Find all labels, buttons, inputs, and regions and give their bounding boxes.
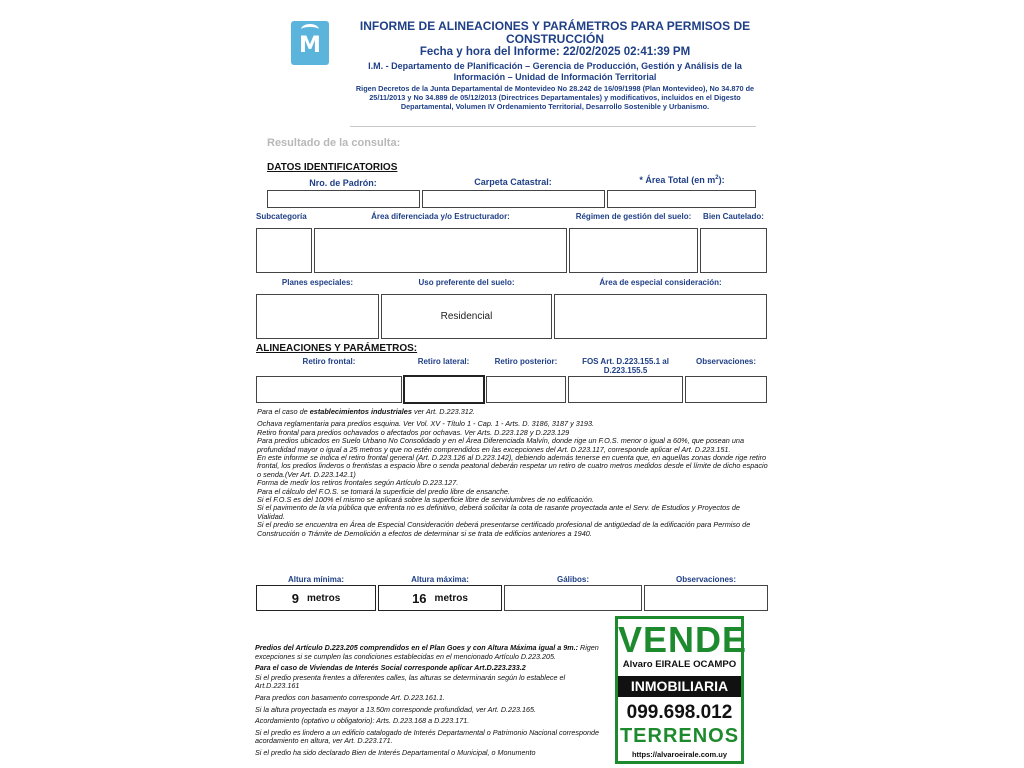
note-line: Si el pavimento de la vía pública que enfrenta no es definitivo, deberá solicitar la cota de rasante proyectada ante el Serv. de Estudios y Proyectos de Vialidad. [257, 503, 740, 521]
industrial-note: Para el caso de establecimientos industriales ver Art. D.223.312. [257, 407, 475, 416]
fos-field [568, 376, 683, 403]
report-department: I.M. - Departamento de Planificación – Gerencia de Producción, Gestión y Análisis de la Información – Unidad de Información Territorial [368, 61, 742, 82]
retiro-frontal-label: Retiro frontal: [302, 357, 356, 366]
bottom-note-line: Si el predio es lindero a un edificio catalogado de Interés Departamental o Patrimonio Nacional corresponde acordamiento en altura, ver Art. D.223.171. [255, 727, 600, 746]
altura-minima-unit: metros [306, 592, 341, 604]
goes-note: Predios del Artículo D.223.205 comprendidos en el Plan Goes y con Altura Máxima igual a 9m.: Rigen excepciones si se cumplen las condiciones establecidas en el mencionado Artículo D.223.205. [255, 643, 599, 661]
altura-maxima-unit: metros [434, 592, 468, 604]
subcategoria-field [256, 228, 312, 273]
galibos-label: Gálibos: [556, 575, 589, 584]
area-total-field [607, 190, 756, 208]
carpeta-field [422, 190, 605, 208]
area-total-label: * Área Total (en $m^2$): [639, 175, 725, 185]
fos-label: FOS Art. D.223.155.1 al D.223.155.5 [582, 357, 669, 375]
area-diferenciada-field [314, 228, 567, 273]
padron-field [267, 190, 420, 208]
report-decrees: Rigen Decretos de la Junta Departamental de Montevideo No 28.242 de 16/09/1998 (Plan Montevideo), No 34.870 de 25/11/2013 y No 34.889 de 05/12/2013 (Directrices Departamentales) y modificativos, incluidos en el Digesto Departamental, Volumen IV Ordenamiento Territorial, Desarrollo Sostenible y Urbanismo. [355, 84, 755, 111]
altura-minima-label: Altura mínima: [287, 575, 344, 584]
note-line: Retiro frontal para predios ochavados o afectados por ochavas. Ver Arts. D.223.128 y D.223.129 [257, 427, 570, 437]
bottom-note-line: Acordamiento (optativo u obligatorio): Arts. D.223.168 a D.223.171. [255, 716, 470, 726]
planes-field [256, 294, 379, 339]
ad-terrenos: TERRENOS [619, 725, 740, 747]
result-label: Resultado de la consulta: [267, 137, 401, 149]
bottom-notes [255, 644, 610, 761]
regimen-field [569, 228, 698, 273]
note-line: Para predios ubicados en Suelo Urbano No Consolidado y en el Área Diferenciada Malvín, donde rige un F.O.S. menor o igual a 60%, que posean una profundidad mayor o igual a 25 metros y que no estén comprendidos en las excepciones del Art. D.223.117, corresponde aplicar el Art. D.223.151. [257, 436, 745, 454]
notes-block [257, 408, 769, 538]
note-line: Para el cálculo del F.O.S. se tomará la superficie del predio libre de ensanche. [257, 486, 510, 496]
observaciones-label: Observaciones: [695, 357, 757, 366]
especial-label: Área de especial consideración: [599, 278, 722, 287]
bien-cautelado-field [700, 228, 767, 273]
report-title: INFORME DE ALINEACIONES Y PARÁMETROS PARA PERMISOS DE CONSTRUCCIÓN [359, 19, 751, 46]
retiro-lateral-label: Retiro lateral: [417, 357, 470, 366]
altura-maxima-value: 16 [412, 590, 427, 606]
retiro-lateral-field [403, 375, 485, 404]
alineaciones-section-title: ALINEACIONES Y PARÁMETROS: [256, 343, 418, 354]
report-datetime: Fecha y hora del Informe: 22/02/2025 02:41:39 PM [419, 46, 691, 58]
observaciones-field [685, 376, 767, 403]
bottom-note-line: Para predios con basamento corresponde Art. D.223.161.1. [255, 692, 445, 702]
galibos-field [504, 585, 642, 611]
bien-cautelado-label: Bien Cautelado: [703, 212, 764, 221]
ad-name: Alvaro EIRALE OCAMPO [622, 659, 737, 670]
retiro-posterior-label: Retiro posterior: [494, 357, 558, 366]
altura-maxima-label: Altura máxima: [411, 575, 469, 584]
altura-minima-value: 9 [291, 590, 299, 606]
bottom-note-line: Si el predio ha sido declarado Bien de Interés Departamental o Municipal, o Monumento [255, 747, 536, 757]
planes-label: Planes especiales: [281, 278, 354, 287]
datos-section-title: DATOS IDENTIFICATORIOS [267, 162, 398, 173]
note-line: Si el predio se encuentra en Área de Especial Consideración deberá presentarse certificado profesional de antigüedad de la edificación para Permiso de Construcción o Trámite de Demolición a efectos de determinar si se trata de edificios anteriores a 1940. [257, 520, 751, 538]
especial-field [554, 294, 767, 339]
ad-vende: VENDE [618, 619, 748, 660]
ad-url: https://alvaroeirale.com.uy [631, 750, 728, 759]
bottom-note-line: Si la altura proyectada es mayor a 13.50m corresponde profundidad, ver Art. D.223.165. [255, 704, 537, 714]
alturas-observaciones-field [644, 585, 768, 611]
altura-minima-field [256, 585, 376, 611]
alturas-observaciones-label: Observaciones: [675, 575, 737, 584]
uso-field: Residencial [381, 294, 552, 339]
altura-maxima-field [378, 585, 502, 611]
ad-inmobiliaria: INMOBILIARIA [618, 676, 741, 697]
note-line: En este informe se indica el retiro frontal general (Art. D.223.126 al D.223.142), debiendo además tenerse en cuenta que, en aquellas zonas donde rige retiro frontal, los predios linderos o frentistas a espacio libre o senda peatonal deberán respetar un retiro de cuatro metros medidos desde el límite de dicho espacio o senda.(Ver Art. D.223.142.1) [257, 453, 768, 479]
real-estate-ad [615, 616, 748, 764]
montevideo-logo [291, 21, 329, 65]
note-line: Forma de medir los retiros frontales según Artículo D.223.127. [257, 478, 459, 488]
note-line: Ochava reglamentaria para predios esquina. Ver Vol. XV - Título 1 - Cap. 1 - Arts. D. 3186, 3187 y 3193. [257, 419, 595, 429]
bottom-note-line: Si el predio presenta frentes a diferentes calles, las alturas se determinarán según lo establece el Art.D.223.161 [255, 672, 566, 691]
logo-letter: M [299, 33, 321, 58]
carpeta-label: Carpeta Catastral: [474, 177, 552, 187]
retiro-posterior-field [486, 376, 566, 403]
header-divider [350, 126, 756, 127]
vis-note: Para el caso de Viviendas de Interés Social corresponde aplicar Art.D.223.233.2 [255, 663, 526, 673]
padron-label: Nro. de Padrón: [309, 178, 377, 188]
uso-label: Uso preferente del suelo: [418, 278, 515, 287]
ad-phone: 099.698.012 [626, 702, 733, 723]
retiro-frontal-field [256, 376, 402, 403]
area-diferenciada-label: Área diferenciada y/o Estructurador: [371, 212, 510, 221]
regimen-label: Régimen de gestión del suelo: [575, 212, 692, 221]
subcategoria-label: Subcategoría [256, 212, 307, 221]
note-line: Si el F.O.S es del 100% el mismo se aplicará sobre la superficie libre de servidumbres de no edificación. [257, 495, 594, 505]
